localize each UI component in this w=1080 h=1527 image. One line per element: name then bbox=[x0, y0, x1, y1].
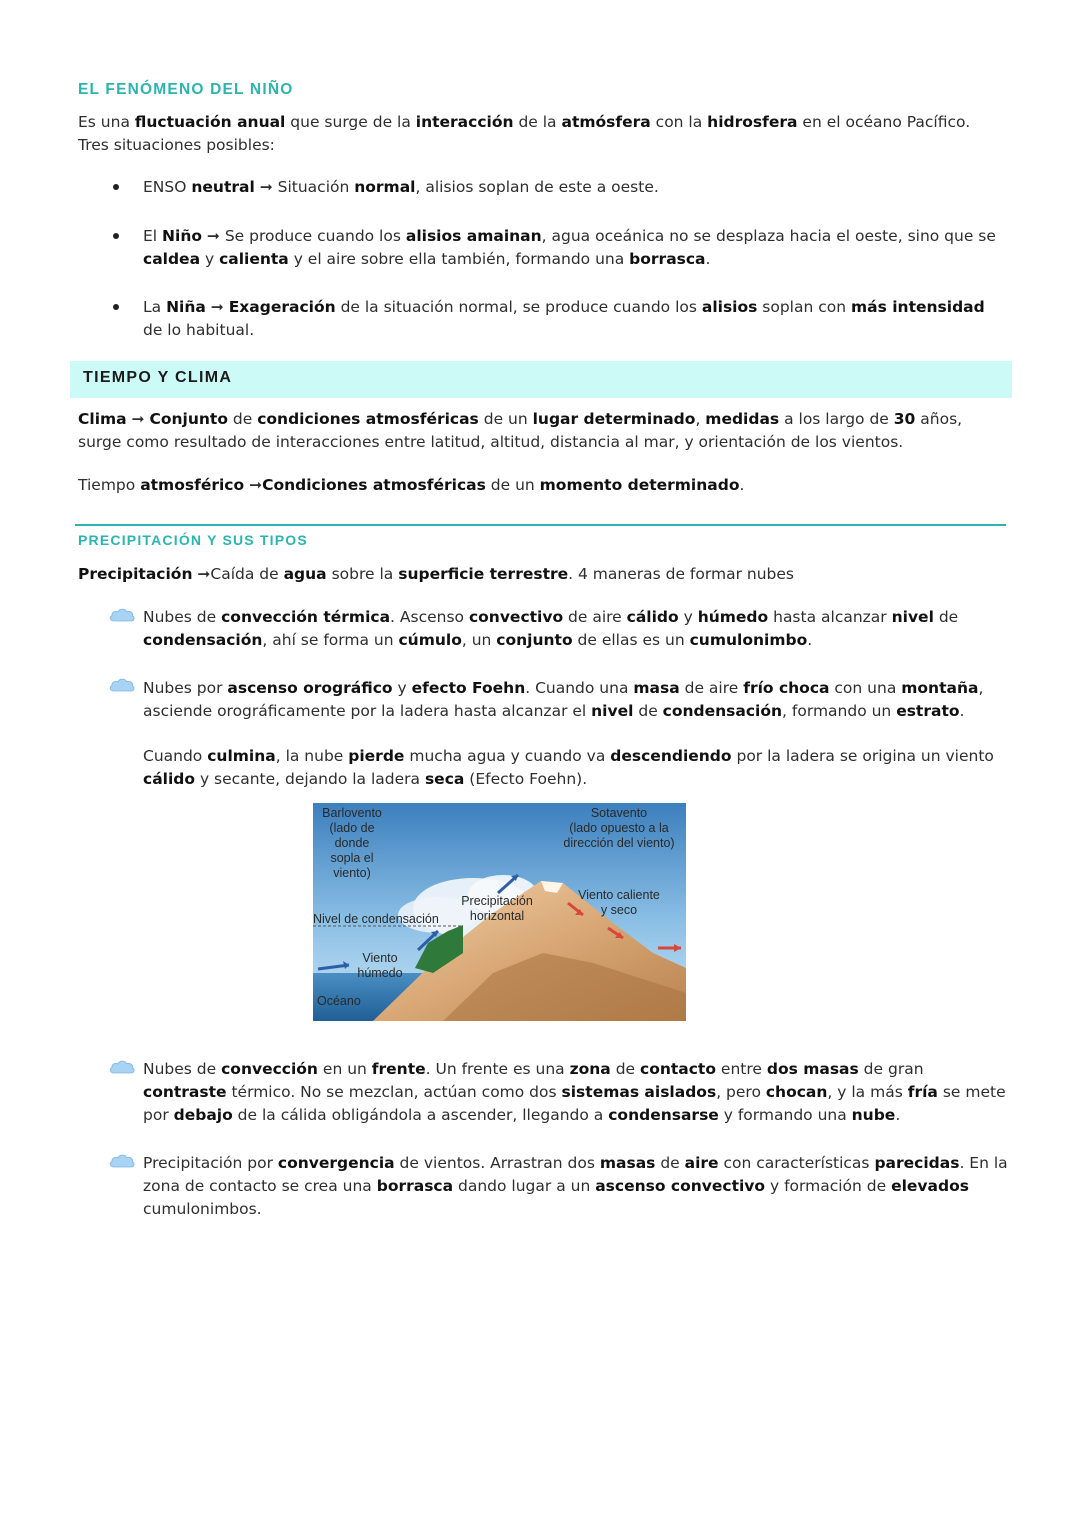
bold-term: culmina bbox=[207, 747, 276, 765]
clima-definition: Clima ➞ Conjunto de condiciones atmosféricas de un lugar determinado, medidas a los largo de 30 años, surge como resultado de interacciones entre latitud, altitud, distancia al mar, y orientación de los vientos. bbox=[78, 410, 963, 451]
bold-term: fluctuación anual bbox=[134, 113, 286, 131]
bold-term: dos masas bbox=[766, 1060, 859, 1078]
bold-term: nivel bbox=[591, 702, 634, 720]
tiempo-definition: Tiempo atmosférico ➞Condiciones atmosféricas de un momento determinado. bbox=[78, 476, 745, 494]
bold-term: agua bbox=[283, 565, 327, 583]
label-precipitacion-horizontal: Precipitación horizontal bbox=[461, 894, 533, 923]
bold-term: masa bbox=[633, 679, 680, 697]
bold-term: seca bbox=[424, 770, 465, 788]
bold-term: cúmulo bbox=[398, 631, 462, 649]
bold-term: cálido bbox=[626, 608, 679, 626]
bold-term: hidrosfera bbox=[707, 113, 798, 131]
bold-term: lugar determinado bbox=[532, 410, 696, 428]
bold-term: 30 bbox=[893, 410, 916, 428]
bold-term: alisios bbox=[701, 298, 758, 316]
section-heading-precipitacion: PRECIPITACIÓN Y SUS TIPOS bbox=[78, 532, 308, 548]
bold-term: nivel bbox=[891, 608, 934, 626]
bold-term: pierde bbox=[348, 747, 405, 765]
bold-term: borrasca bbox=[376, 1177, 454, 1195]
cloud-icon bbox=[109, 1153, 135, 1169]
item-ascenso-orografico: Nubes por ascenso orográfico y efecto Foehn. Cuando una masa de aire frío choca con una montaña, asciende orográficamente por la ladera hasta alcanzar el nivel de condensación, formando un estrato. bbox=[143, 679, 984, 720]
bold-term: más intensidad bbox=[851, 298, 985, 316]
bold-term: chocan bbox=[765, 1083, 828, 1101]
item-convergencia: Precipitación por convergencia de vientos. Arrastran dos masas de aire con características parecidas. En la zona de contacto se crea una borrasca dando lugar a un ascenso convectivo y formación de elevados cumulonimbos. bbox=[143, 1154, 1008, 1218]
bold-term: descendiendo bbox=[610, 747, 732, 765]
bold-term: zona bbox=[569, 1060, 611, 1078]
bullet-icon bbox=[113, 184, 119, 190]
bold-term: caldea bbox=[143, 250, 201, 268]
bold-term: Clima bbox=[78, 410, 127, 428]
bold-term: frente bbox=[371, 1060, 426, 1078]
bold-term: alisios amainan bbox=[405, 227, 542, 245]
bold-term: atmosférico bbox=[140, 476, 245, 494]
bold-term: Niño bbox=[162, 227, 202, 245]
bold-term: calienta bbox=[219, 250, 289, 268]
cloud-icon bbox=[109, 677, 135, 693]
bold-term: conjunto bbox=[496, 631, 573, 649]
bold-term: cálido bbox=[143, 770, 196, 788]
bold-term: convectivo bbox=[468, 608, 564, 626]
bold-term: condensación bbox=[143, 631, 263, 649]
bullet-icon bbox=[113, 233, 119, 239]
bold-term: contraste bbox=[143, 1083, 227, 1101]
bold-term: montaña bbox=[901, 679, 979, 697]
bold-term: sistemas aislados bbox=[561, 1083, 717, 1101]
bold-term: atmósfera bbox=[561, 113, 651, 131]
bold-term: nube bbox=[851, 1106, 896, 1124]
section-heading-tiempo: TIEMPO Y CLIMA bbox=[83, 369, 233, 386]
bold-term: estrato bbox=[896, 702, 960, 720]
bold-term: parecidas bbox=[874, 1154, 960, 1172]
bold-term: efecto Foehn bbox=[411, 679, 526, 697]
bold-term: Exageración bbox=[228, 298, 336, 316]
bold-term: medidas bbox=[705, 410, 780, 428]
bold-term: cumulonimbo bbox=[689, 631, 808, 649]
bold-term: condensarse bbox=[608, 1106, 719, 1124]
bold-term: momento determinado bbox=[539, 476, 740, 494]
bold-term: convección térmica bbox=[221, 608, 391, 626]
bold-term: frío choca bbox=[743, 679, 830, 697]
bold-term: fría bbox=[907, 1083, 938, 1101]
item-efecto-foehn: Cuando culmina, la nube pierde mucha agua y cuando va descendiendo por la ladera se origina un viento cálido y secante, dejando la ladera seca (Efecto Foehn). bbox=[143, 747, 994, 788]
bold-term: neutral bbox=[191, 178, 255, 196]
bullet-nina: La Niña ➞ Exageración de la situación normal, se produce cuando los alisios soplan con más intensidad de lo habitual. bbox=[143, 298, 985, 339]
item-conveccion-termica: Nubes de convección térmica. Ascenso convectivo de aire cálido y húmedo hasta alcanzar nivel de condensación, ahí se forma un cúmulo, un conjunto de ellas es un cumulonimbo. bbox=[143, 608, 959, 649]
section-divider bbox=[75, 524, 1006, 526]
bold-term: Niña bbox=[166, 298, 206, 316]
bold-term: aire bbox=[684, 1154, 719, 1172]
bold-term: Precipitación bbox=[78, 565, 193, 583]
bold-term: convección bbox=[221, 1060, 318, 1078]
bold-term: interacción bbox=[415, 113, 514, 131]
label-viento-caliente: Viento caliente y seco bbox=[578, 888, 660, 917]
bold-term: húmedo bbox=[697, 608, 769, 626]
precipitacion-intro: Precipitación ➞Caída de agua sobre la superficie terrestre. 4 maneras de formar nubes bbox=[78, 565, 794, 583]
bold-term: borrasca bbox=[629, 250, 706, 268]
bullet-nino: El Niño ➞ Se produce cuando los alisios amainan, agua oceánica no se desplaza hacia el oeste, sino que se caldea y calienta y el aire sobre ella también, formando una borrasca. bbox=[143, 227, 996, 268]
cloud-icon bbox=[109, 607, 135, 623]
label-sotavento: Sotavento (lado opuesto a la dirección del viento) bbox=[563, 806, 675, 850]
section-heading-nino: EL FENÓMENO DEL NIÑO bbox=[78, 81, 294, 98]
label-barlovento: Barlovento (lado de donde sopla el viento) bbox=[322, 806, 382, 880]
bold-term: elevados bbox=[891, 1177, 969, 1195]
nino-intro: Es una fluctuación anual que surge de la interacción de la atmósfera con la hidrosfera en el océano Pacífico. Tres situaciones posibles: bbox=[78, 113, 971, 154]
bold-term: debajo bbox=[173, 1106, 233, 1124]
bold-term: superficie terrestre bbox=[398, 565, 569, 583]
item-conveccion-frente: Nubes de convección en un frente. Un frente es una zona de contacto entre dos masas de gran contraste térmico. No se mezclan, actúan como dos sistemas aislados, pero chocan, y la más fría se mete por debajo de la cálida obligándola a ascender, llegando a condensarse y formando una nube. bbox=[143, 1060, 1006, 1124]
bold-term: condensación bbox=[662, 702, 783, 720]
bold-term: ascenso orográfico bbox=[227, 679, 393, 697]
foehn-diagram bbox=[313, 803, 686, 1021]
bold-term: contacto bbox=[640, 1060, 716, 1078]
bold-term: Condiciones atmosféricas bbox=[262, 476, 486, 494]
bold-term: condiciones atmosféricas bbox=[257, 410, 479, 428]
bullet-icon bbox=[113, 304, 119, 310]
cloud-icon bbox=[109, 1059, 135, 1075]
bold-term: ascenso convectivo bbox=[595, 1177, 766, 1195]
bold-term: masas bbox=[599, 1154, 656, 1172]
bold-term: Conjunto bbox=[149, 410, 228, 428]
bold-term: convergencia bbox=[277, 1154, 395, 1172]
bullet-enso: ENSO neutral ➞ Situación normal, alisios soplan de este a oeste. bbox=[143, 178, 659, 196]
bold-term: normal bbox=[354, 178, 416, 196]
label-oceano: Océano bbox=[317, 994, 361, 1008]
label-nivel-condensacion: Nivel de condensación bbox=[313, 912, 439, 926]
label-viento-humedo: Viento húmedo bbox=[357, 951, 403, 980]
